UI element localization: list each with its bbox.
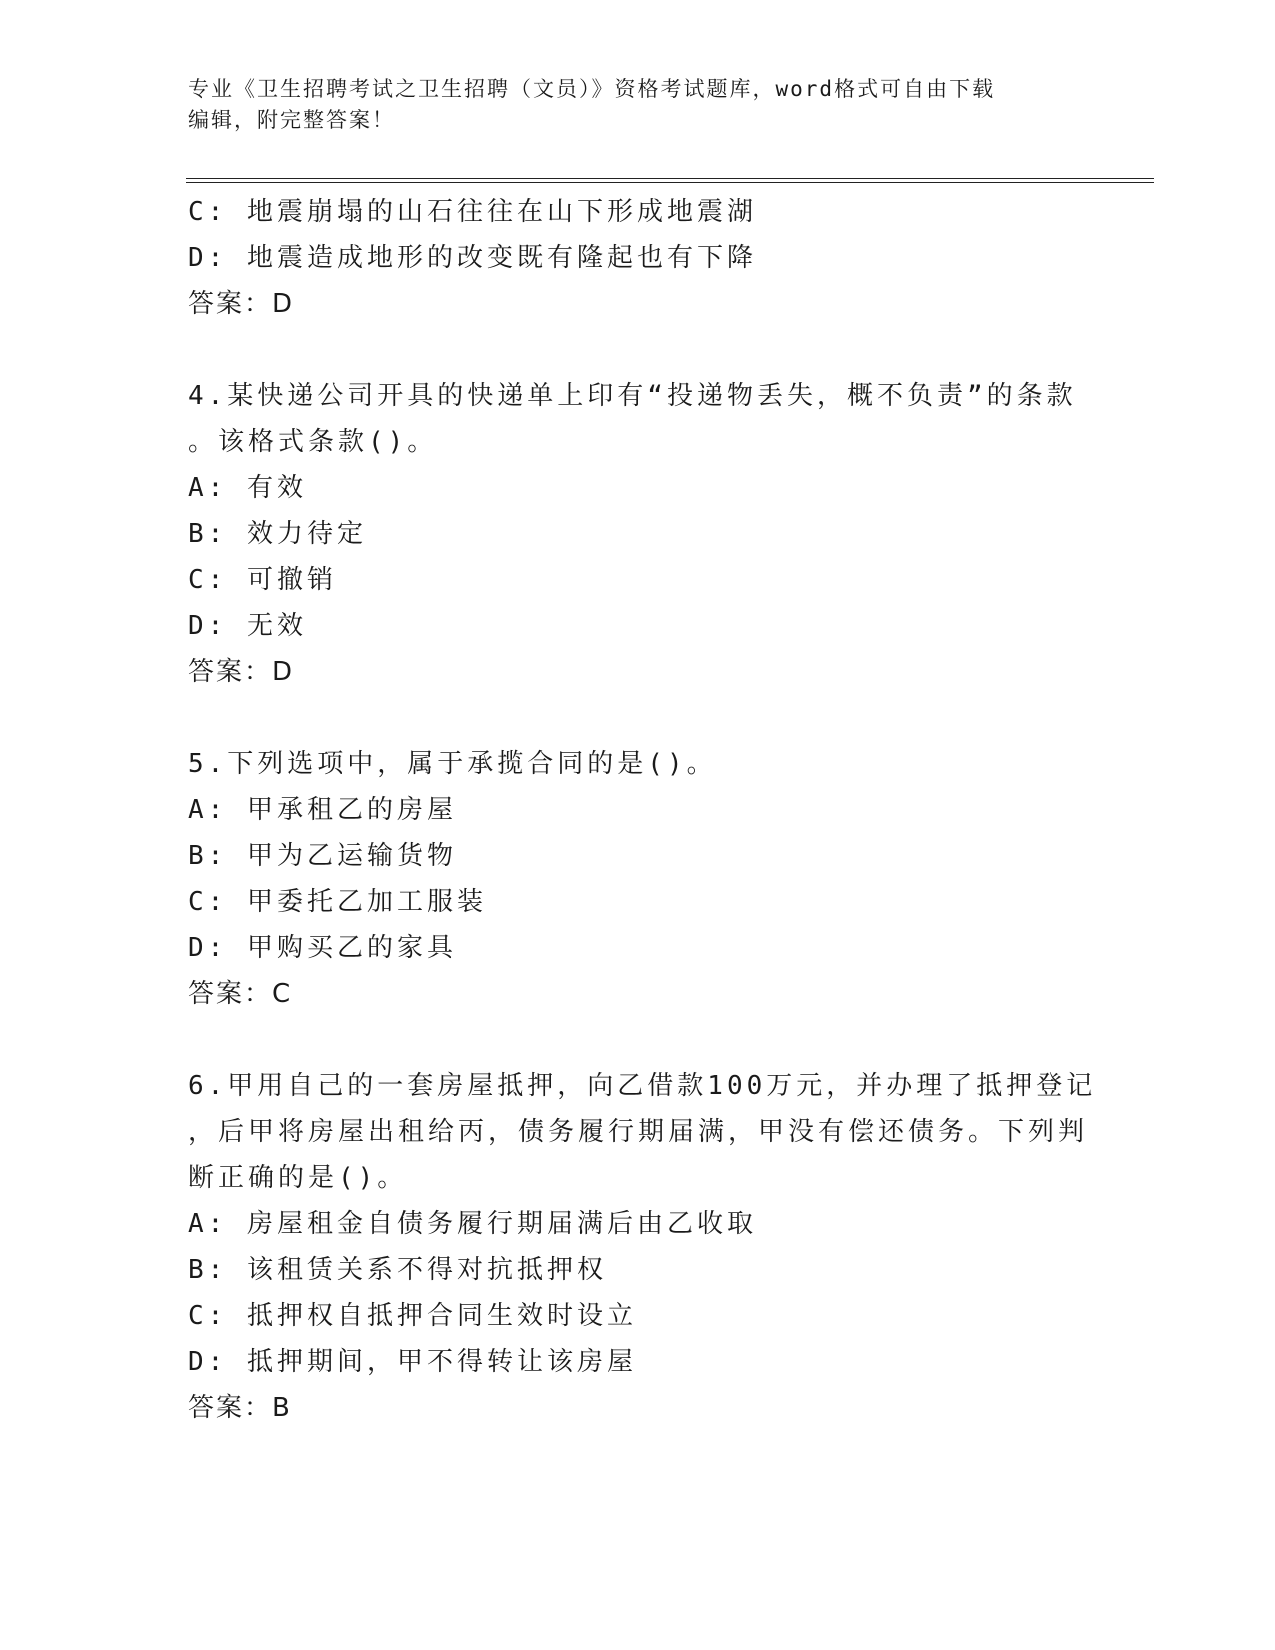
answer-line: 答案：C — [188, 979, 293, 1009]
document-header — [188, 74, 1088, 136]
option-a: A: 有效 — [188, 473, 307, 503]
question-6 — [188, 1063, 1097, 1431]
spacer — [188, 695, 1088, 741]
answer-line: 答案：B — [188, 1393, 292, 1423]
question-4 — [188, 373, 1088, 695]
spacer — [188, 1017, 1088, 1063]
option-d: D: 抵押期间，甲不得转让该房屋 — [188, 1347, 637, 1377]
header-divider-top — [186, 178, 1154, 179]
question-stem-line: 5.下列选项中，属于承揽合同的是()。 — [188, 749, 717, 779]
option-b: B: 甲为乙运输货物 — [188, 841, 457, 871]
option-c: C: 甲委托乙加工服装 — [188, 887, 487, 917]
option-c: C: 可撤销 — [188, 565, 337, 595]
answer-line: 答案：D — [188, 289, 295, 319]
question-stem-line: ，后甲将房屋出租给丙，债务履行期届满，甲没有偿还债务。下列判 — [188, 1117, 1089, 1147]
question-stem-line: 4.某快递公司开具的快递单上印有“投递物丢失，概不负责”的条款 — [188, 381, 1077, 411]
option-b: B: 该租赁关系不得对抗抵押权 — [188, 1255, 607, 1285]
option-d: D: 甲购买乙的家具 — [188, 933, 457, 963]
option-b: B: 效力待定 — [188, 519, 367, 549]
answer-line: 答案：D — [188, 657, 295, 687]
header-line-1: 专业《卫生招聘考试之卫生招聘（文员）》资格考试题库，word格式可自由下载 — [188, 77, 996, 101]
question-stem-line: 断正确的是()。 — [188, 1163, 408, 1193]
option-d: D: 无效 — [188, 611, 307, 641]
option-c: C: 地震崩塌的山石往往在山下形成地震湖 — [188, 197, 757, 227]
option-c: C: 抵押权自抵押合同生效时设立 — [188, 1301, 637, 1331]
option-a: A: 甲承租乙的房屋 — [188, 795, 457, 825]
question-stem-line: 。该格式条款()。 — [188, 427, 438, 457]
header-line-2: 编辑，附完整答案！ — [188, 108, 395, 132]
option-d: D: 地震造成地形的改变既有隆起也有下降 — [188, 243, 757, 273]
question-stem-line: 6.甲用自己的一套房屋抵押，向乙借款100万元，并办理了抵押登记 — [188, 1071, 1097, 1101]
header-divider-bottom — [186, 182, 1154, 183]
document-body — [188, 189, 1097, 1431]
question-3 — [188, 189, 1088, 327]
question-5 — [188, 741, 1088, 1017]
option-a: A: 房屋租金自债务履行期届满后由乙收取 — [188, 1209, 757, 1239]
spacer — [188, 327, 1088, 373]
